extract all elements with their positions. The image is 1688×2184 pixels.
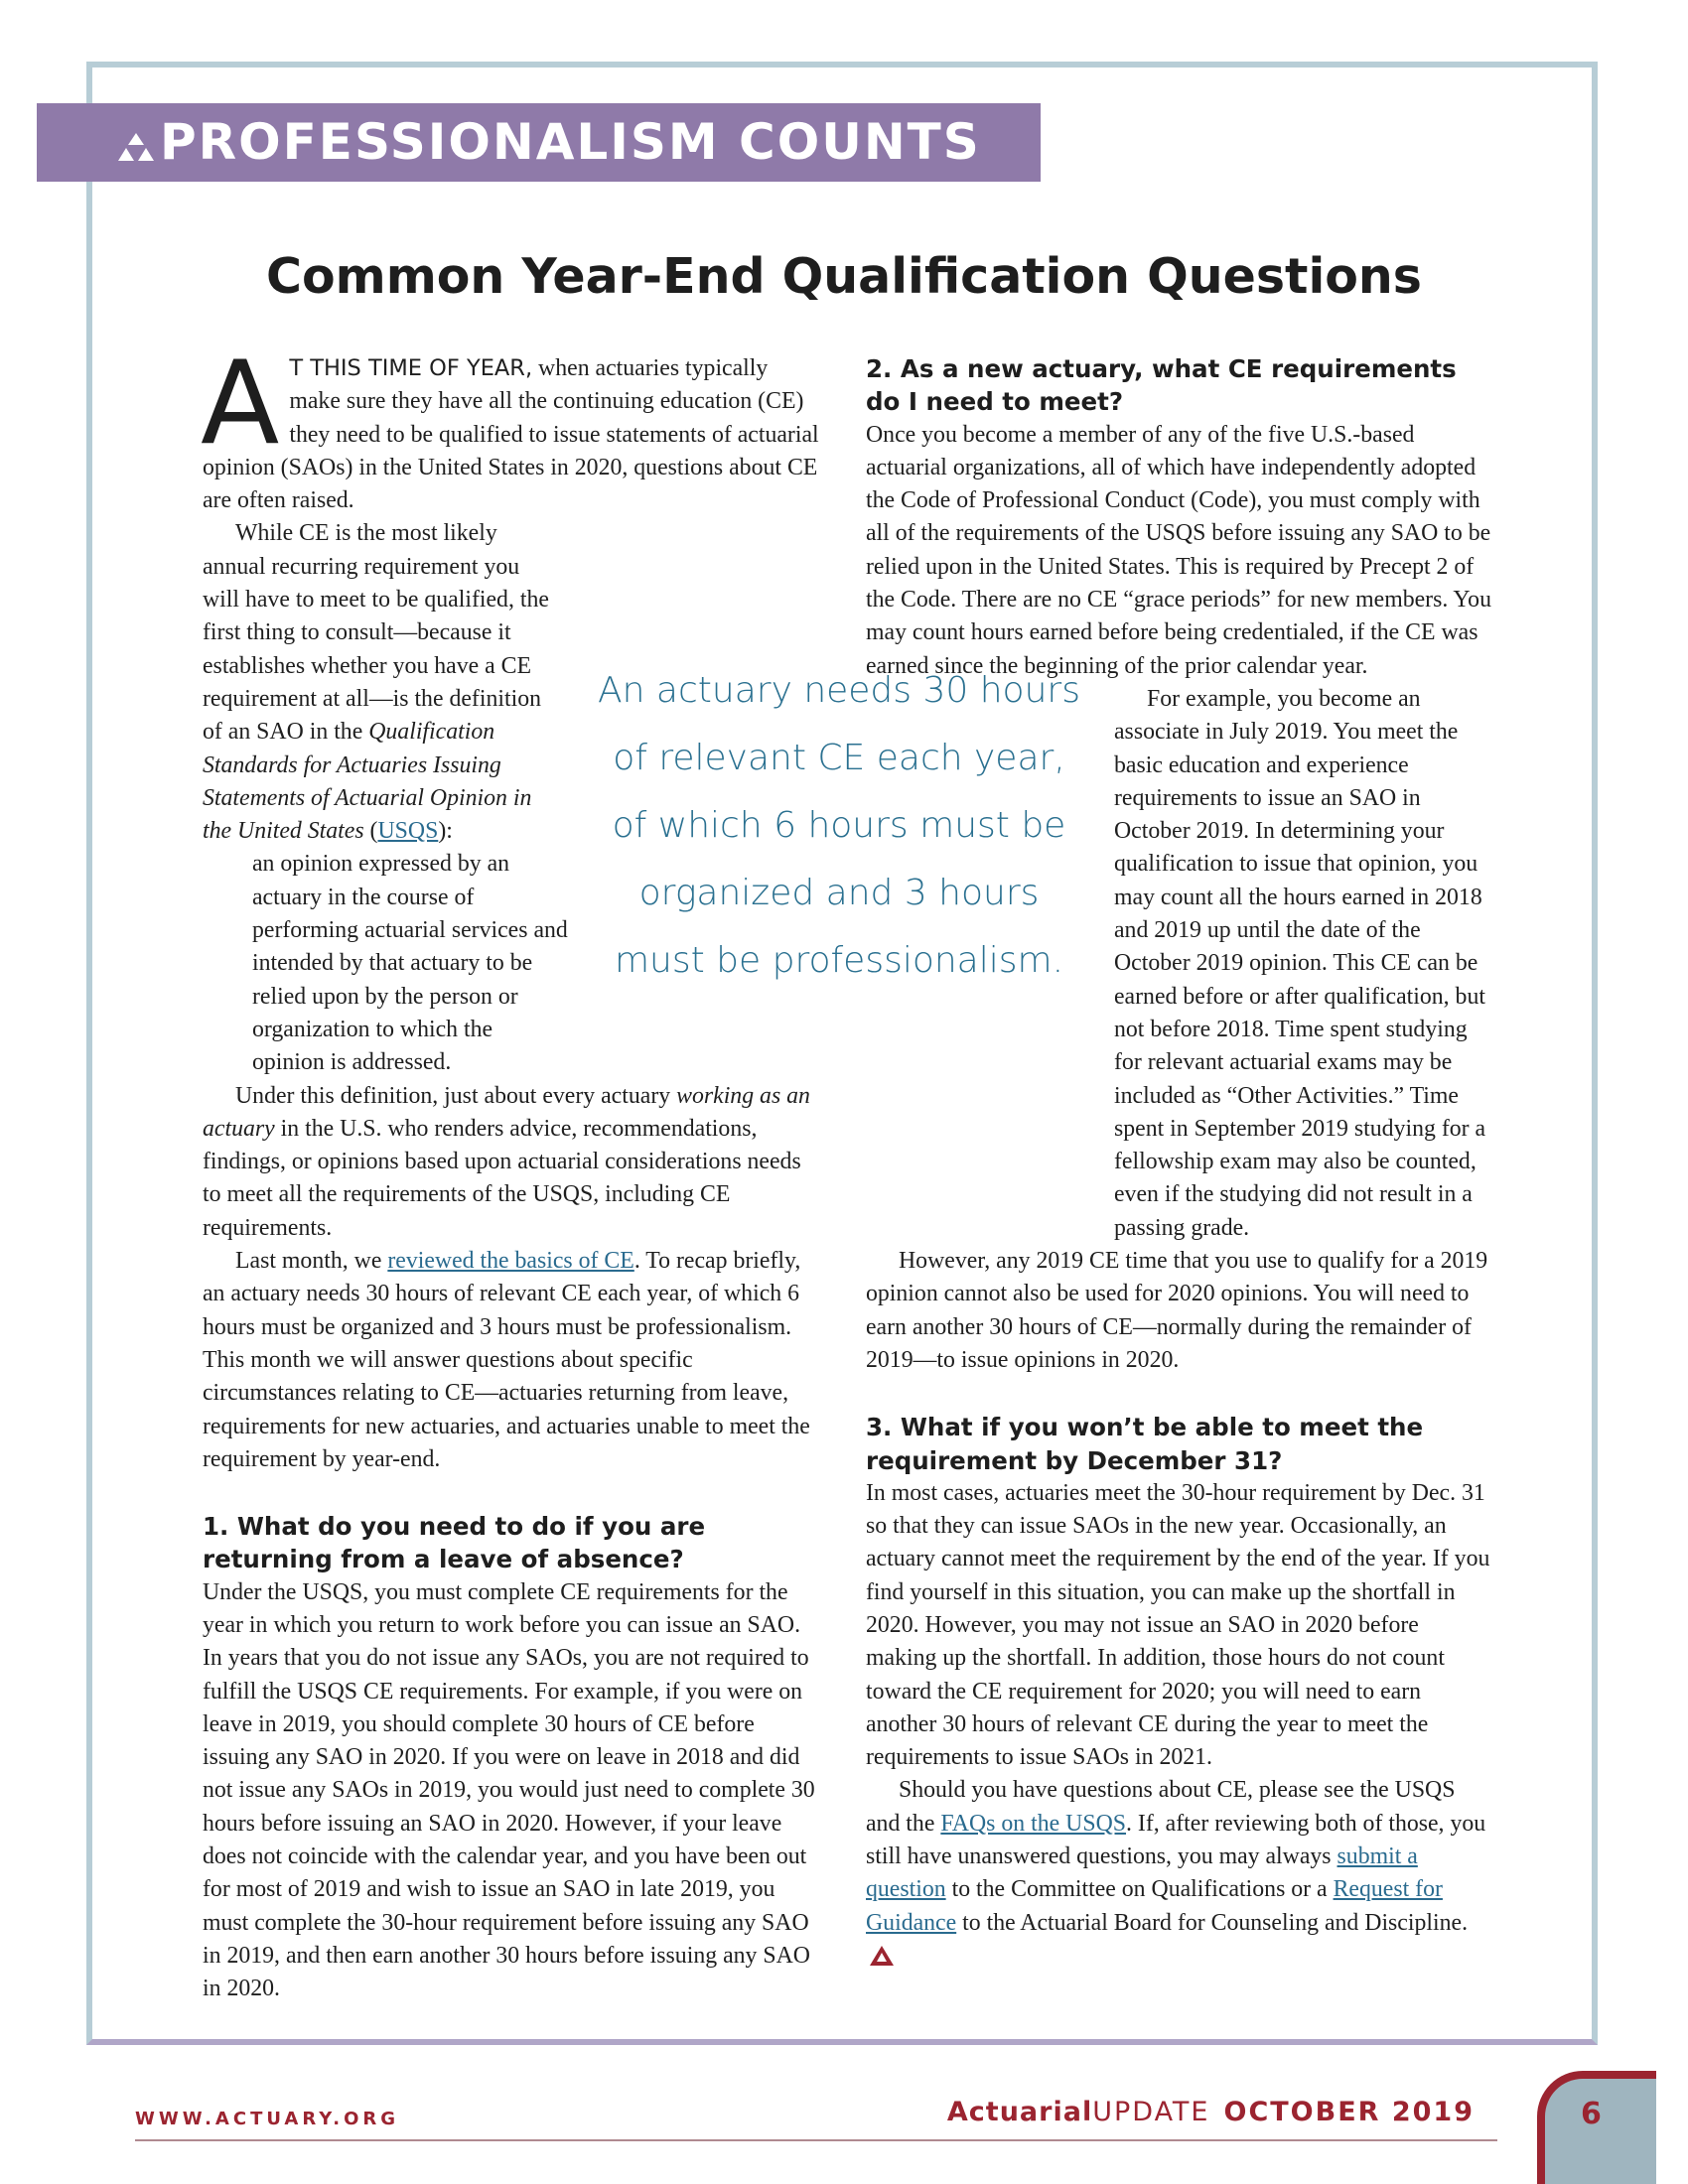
- request-for-guidance-link[interactable]: Request for Guidance: [866, 1876, 1443, 1936]
- paragraph-sao-definition: While CE is the most likely annual recurring requirement you will have to meet to be qualified, the first thing to consult—because it establishes whether you have a CE requirement at all—is the definition of an SAO in the Qualification Standards for Actuaries Issuing Statements of Actuarial Opinion in the United States (USQS):: [203, 520, 549, 845]
- footer-magazine: ActuarialUPDATE OCTOBER 2019: [946, 2097, 1475, 2127]
- question-2-example: For example, you become an associate in July 2019. You meet the basic education and experience requirements to issue an SAO in October 2019. In determining your qualification to issue that opinion, you may count all the hours earned in 2018 and 2019 up until the date of the October 2019 opinion. This CE can be earned before or after qualification, but not before 2018. Time spent studying for relevant actuarial exams may be included as “Other Activities.” Time spent in September 2019 studying for a fellowship exam may also be counted, even if the studying did not result in a passing grade.: [1114, 685, 1486, 1241]
- question-3-body: In most cases, actuaries meet the 30-hour requirement by Dec. 31 so that they can issue SAOs in the new year. Occasionally, an actuary cannot meet the requirement by the end of the year. If you find yourself in this situation, you can make up the shortfall in 2020. However, you may not issue an SAO in 2020 before making up the shortfall. In addition, those hours do not count toward the CE requirement for 2020; you will need to earn another 30 hours of relevant CE during the year to meet the requirements to issue SAOs in 2021.: [866, 1479, 1490, 1771]
- question-2-heading: 2. As a new actuary, what CE requirements do I need to meet?: [866, 354, 1457, 417]
- triangle-logo-icon: [114, 133, 158, 161]
- column-right: [866, 352, 1493, 1973]
- question-2-followup: However, any 2019 CE time that you use to qualify for a 2019 opinion cannot also be used for 2020 opinions. You will need to earn another 30 hours of CE—normally during the remainder of 2019—to issue opinions in 2020.: [866, 1248, 1488, 1373]
- paragraph-working-actuary: Under this definition, just about every actuary working as an actuary in the U.S. who renders advice, recommendations, findings, or opinions based upon actuarial considerations needs to meet all the requirements of the USQS, including CE requirements.: [203, 1082, 810, 1241]
- usqs-link[interactable]: USQS: [377, 818, 439, 845]
- intro-paragraph: A T THIS TIME OF YEAR, when actuaries typically make sure they have all the continuing education (CE) they need to be qualified to issue statements of actuarial opinion (SAOs) in the United States in 2020, questions about CE are often raised.: [201, 337, 819, 514]
- question-1-body: Under the USQS, you must complete CE requirements for the year in which you return to work before you can issue an SAO. In years that you do not issue any SAOs, you are not required to fulfill the USQS CE requirements. For example, if you were on leave in 2019, you should complete 30 hours of CE before issuing any SAO in 2020. If you were on leave in 2018 and did not issue any SAOs in 2019, you would just need to complete 30 hours before issuing an SAO in 2020. However, if your leave does not coincide with the calendar year, and you have been out for most of 2019 and wish to issue an SAO in late 2019, you must complete the 30-hour requirement before issuing any SAO in 2019, and then earn another 30 hours before issuing any SAO in 2020.: [203, 1578, 815, 2002]
- question-1-heading: 1. What do you need to do if you are returning from a leave of absence?: [203, 1512, 706, 1574]
- page-number: 6: [1581, 2097, 1602, 2131]
- definition-quote: an opinion expressed by an actuary in the course of performing actuarial services and intended by that actuary to be relied upon by the person or organization to which the opinion is addressed.: [252, 851, 568, 1076]
- question-3-closing: Should you have questions about CE, please see the USQS and the FAQs on the USQS. If, after reviewing both of those, you still have unanswered questions, you may always submit a question to the Committee on Qualifications or a Request for Guidance to the Actuarial Board for Counseling and Discipline.: [866, 1774, 1493, 1973]
- end-triangle-icon: [870, 1946, 894, 1966]
- intro-lead: T THIS TIME OF YEAR,: [289, 355, 533, 381]
- section-banner: [37, 103, 1041, 182]
- footer-url[interactable]: WWW.ACTUARY.ORG: [135, 2109, 400, 2129]
- basics-of-ce-link[interactable]: reviewed the basics of CE: [387, 1248, 634, 1275]
- submit-question-link[interactable]: submit a question: [866, 1843, 1418, 1903]
- column-left: [201, 337, 823, 2006]
- footer-rule: [135, 2139, 1497, 2141]
- drop-cap: A: [201, 337, 280, 471]
- banner-label: PROFESSIONALISM COUNTS: [160, 113, 981, 171]
- question-2-body: Once you become a member of any of the five U.S.-based actuarial organizations, all of which have independently adopted the Code of Professional Conduct (Code), you must comply with all of the requirements of the USQS before issuing any SAO to be relied upon in the United States. This is required by Precept 2 of the Code. There are no CE “grace periods” for new members. You may count hours earned before being credentialed, if the CE was earned since the beginning of the prior calendar year.: [866, 421, 1491, 679]
- faqs-link[interactable]: FAQs on the USQS: [940, 1810, 1127, 1837]
- page-number-tab: [1537, 2071, 1656, 2184]
- question-3-heading: 3. What if you won’t be able to meet the requirement by December 31?: [866, 1413, 1424, 1475]
- paragraph-recap: Last month, we reviewed the basics of CE. To recap briefly, an actuary needs 30 hours of relevant CE each year, of which 6 hours must be organized and 3 hours must be professionalism. This month we will answer questions about specific circumstances relating to CE—actuaries returning from leave, requirements for new actuaries, and actuaries unable to meet the requirement by year-end.: [203, 1248, 810, 1472]
- article-title: Common Year-End Qualification Questions: [266, 248, 1422, 305]
- pull-quote: An actuary needs 30 hours of relevant CE each year, of which 6 hours must be organized and 3 hours must be professionalism.: [598, 670, 1080, 981]
